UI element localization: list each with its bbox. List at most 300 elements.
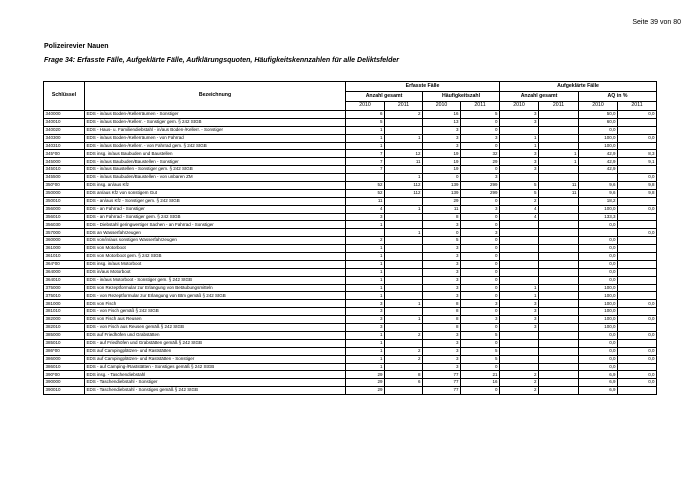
cell-bezeichnung: EDS insg. in/aus Motorboot (85, 260, 346, 268)
cell-schluessel: 356000 (44, 205, 85, 213)
cell-bezeichnung: EDS insg. in/aus Baubuden und Baustellen (85, 150, 346, 158)
table-row (44, 142, 657, 150)
cell-aufgeklaert-2011 (539, 316, 579, 324)
cell-bezeichnung: EDS in/aus Motorboot (85, 268, 346, 276)
cell-erfasst-2011 (385, 308, 423, 316)
cell-aufgeklaert-2010 (500, 347, 539, 355)
cell-aufgeklaert-2011 (539, 237, 579, 245)
cell-hz-2011: 32 (461, 150, 500, 158)
table-row (44, 197, 657, 205)
cell-aufgeklaert-2010 (500, 260, 539, 268)
cell-erfasst-2010: 1 (346, 339, 385, 347)
cell-schluessel: 361000 (44, 245, 85, 253)
cell-erfasst-2010: 29 (346, 371, 385, 379)
table-row (44, 260, 657, 268)
header-anzahl-gesamt-aufgeklaert: Anzahl gesamt (500, 92, 579, 102)
cell-schluessel: 345010 (44, 166, 85, 174)
cell-aufgeklaert-2011 (539, 134, 579, 142)
cell-erfasst-2011 (385, 387, 423, 395)
cell-aq-2011 (618, 237, 657, 245)
cell-aufgeklaert-2011 (539, 213, 579, 221)
cell-hz-2011: 0 (461, 268, 500, 276)
header-year: 2010 (346, 102, 385, 111)
cell-aq-2010: 100,0 (579, 316, 618, 324)
cell-hz-2010: 29 (423, 197, 461, 205)
cell-aq-2011 (618, 363, 657, 371)
organization-title: Polizeirevier Nauen (44, 43, 109, 50)
cell-erfasst-2010: 29 (346, 387, 385, 395)
cell-hz-2010: 3 (423, 292, 461, 300)
cell-hz-2010: 77 (423, 379, 461, 387)
cell-erfasst-2010: 1 (346, 221, 385, 229)
cell-erfasst-2011: 1 (385, 229, 423, 237)
table-row (44, 339, 657, 347)
table-row (44, 276, 657, 284)
cell-bezeichnung: EDS - von Fisch aus Reusen gemäß § 242 StGB (85, 324, 346, 332)
cell-aufgeklaert-2011 (539, 276, 579, 284)
cell-schluessel: 340010 (44, 118, 85, 126)
cell-aufgeklaert-2010 (500, 268, 539, 276)
header-year: 2011 (385, 102, 423, 111)
cell-erfasst-2011 (385, 197, 423, 205)
cell-hz-2011: 0 (461, 308, 500, 316)
cell-schluessel: 381000 (44, 300, 85, 308)
cell-hz-2010: 3 (423, 245, 461, 253)
cell-aufgeklaert-2011 (539, 300, 579, 308)
cell-hz-2010: 139 (423, 182, 461, 190)
cell-erfasst-2010: 1 (346, 276, 385, 284)
cell-aufgeklaert-2010: 3 (500, 316, 539, 324)
cell-aq-2011: 0,0 (618, 134, 657, 142)
cell-erfasst-2011 (385, 339, 423, 347)
cell-bezeichnung: EDS von Rezeptformular zur Erlangung von Betäubungsmitteln (85, 284, 346, 292)
header-year: 2010 (500, 102, 539, 111)
cell-schluessel: 385010 (44, 339, 85, 347)
cell-hz-2011: 5 (461, 347, 500, 355)
cell-hz-2011: 0 (461, 126, 500, 134)
cell-schluessel: 350*00 (44, 182, 85, 190)
cell-aufgeklaert-2011: 11 (539, 182, 579, 190)
cell-hz-2011: 0 (461, 292, 500, 300)
cell-schluessel: 375000 (44, 284, 85, 292)
cell-erfasst-2011: 2 (385, 355, 423, 363)
cell-aufgeklaert-2011 (539, 379, 579, 387)
table-row (44, 134, 657, 142)
cell-aufgeklaert-2011 (539, 118, 579, 126)
cell-aufgeklaert-2010 (500, 363, 539, 371)
cell-schluessel: 356010 (44, 213, 85, 221)
cell-erfasst-2010: 1 (346, 284, 385, 292)
cell-erfasst-2011 (385, 324, 423, 332)
cell-hz-2010: 3 (423, 276, 461, 284)
header-schluessel: Schlüssel (44, 82, 85, 111)
cell-aq-2010: 42,9 (579, 166, 618, 174)
cell-aufgeklaert-2010 (500, 174, 539, 182)
cell-schluessel: 361010 (44, 253, 85, 261)
cell-aufgeklaert-2011 (539, 284, 579, 292)
cell-erfasst-2010: 3 (346, 308, 385, 316)
cell-erfasst-2011 (385, 221, 423, 229)
cell-hz-2011: 299 (461, 182, 500, 190)
cell-aq-2010: 0,0 (579, 347, 618, 355)
cell-bezeichnung: EDS - Taschendiebstahl - Sonstiger (85, 379, 346, 387)
cell-hz-2010: 3 (423, 347, 461, 355)
cell-bezeichnung: EDS auf Friedhöfen und Grabstätten (85, 331, 346, 339)
cell-schluessel: 345*00 (44, 150, 85, 158)
cell-hz-2011: 5 (461, 331, 500, 339)
cell-hz-2010: 0 (423, 174, 461, 182)
cell-aufgeklaert-2010: 3 (500, 166, 539, 174)
cell-bezeichnung: EDS von Motorboot gem. § 242 StGB (85, 253, 346, 261)
cell-hz-2011: 3 (461, 134, 500, 142)
cell-erfasst-2010: 3 (346, 300, 385, 308)
cell-hz-2011: 0 (461, 142, 500, 150)
cell-aq-2011 (618, 324, 657, 332)
cell-schluessel: 390000 (44, 379, 85, 387)
cell-aufgeklaert-2011 (539, 197, 579, 205)
cell-aq-2010: 0,0 (579, 363, 618, 371)
cell-aq-2011 (618, 339, 657, 347)
cell-aq-2011 (618, 213, 657, 221)
cell-aq-2010: 60,0 (579, 118, 618, 126)
cell-erfasst-2011 (385, 268, 423, 276)
cell-erfasst-2011 (385, 253, 423, 261)
table-row (44, 237, 657, 245)
cell-hz-2011: 0 (461, 197, 500, 205)
table-row (44, 174, 657, 182)
cell-hz-2010: 3 (423, 355, 461, 363)
cell-erfasst-2010: 1 (346, 268, 385, 276)
cell-aq-2011 (618, 118, 657, 126)
cell-schluessel: 385000 (44, 331, 85, 339)
cell-aufgeklaert-2011 (539, 126, 579, 134)
table-row (44, 150, 657, 158)
cell-hz-2010: 8 (423, 300, 461, 308)
cell-aq-2010: 6,9 (579, 379, 618, 387)
cell-bezeichnung: EDS von Motorboot (85, 245, 346, 253)
cell-schluessel: 340310 (44, 142, 85, 150)
table-row (44, 371, 657, 379)
question-title: Frage 34: Erfasste Fälle, Aufgeklärte Fälle, Aufklärungsquoten, Häufigkeitskennzahlen für alle Deliktsfelder (44, 57, 400, 64)
cell-aq-2011 (618, 260, 657, 268)
cell-aufgeklaert-2010: 3 (500, 300, 539, 308)
cell-hz-2011: 0 (461, 166, 500, 174)
cell-aq-2011 (618, 308, 657, 316)
cell-erfasst-2011 (385, 245, 423, 253)
table-row (44, 213, 657, 221)
cell-aufgeklaert-2010: 2 (500, 371, 539, 379)
cell-aq-2010: 0,0 (579, 237, 618, 245)
cell-hz-2010: 3 (423, 142, 461, 150)
cell-bezeichnung: EDS an/aus Kfz von sonstigem Gut (85, 189, 346, 197)
cell-hz-2010: 3 (423, 253, 461, 261)
cell-bezeichnung: EDS - von Rezeptformular zur Erlangung von Btm gemäß § 242 StGB (85, 292, 346, 300)
cell-erfasst-2011 (385, 118, 423, 126)
header-aufgeklaerte-faelle: Aufgeklärte Fälle (500, 82, 657, 92)
cell-aufgeklaert-2010: 5 (500, 182, 539, 190)
cell-erfasst-2010: 11 (346, 197, 385, 205)
cell-aq-2010: 0,0 (579, 276, 618, 284)
cell-aufgeklaert-2011 (539, 142, 579, 150)
cell-erfasst-2011 (385, 260, 423, 268)
cell-schluessel: 390010 (44, 387, 85, 395)
cell-aq-2011 (618, 245, 657, 253)
cell-aufgeklaert-2011 (539, 205, 579, 213)
cell-erfasst-2010: 1 (346, 363, 385, 371)
table-row (44, 284, 657, 292)
cell-aufgeklaert-2011 (539, 363, 579, 371)
cell-hz-2011: 5 (461, 355, 500, 363)
cell-aq-2010: 6,9 (579, 371, 618, 379)
cell-schluessel: 375010 (44, 292, 85, 300)
cell-hz-2011: 5 (461, 111, 500, 119)
cell-aq-2010: 0,0 (579, 268, 618, 276)
cell-erfasst-2010 (346, 174, 385, 182)
cell-aufgeklaert-2010 (500, 221, 539, 229)
cell-aufgeklaert-2011 (539, 331, 579, 339)
cell-erfasst-2010: 52 (346, 189, 385, 197)
cell-aufgeklaert-2010: 3 (500, 308, 539, 316)
cell-aufgeklaert-2011 (539, 229, 579, 237)
cell-schluessel: 364010 (44, 276, 85, 284)
cell-aq-2010: 100,0 (579, 284, 618, 292)
cell-erfasst-2010: 2 (346, 237, 385, 245)
table-row (44, 189, 657, 197)
cell-aufgeklaert-2010: 2 (500, 387, 539, 395)
cell-hz-2010: 3 (423, 331, 461, 339)
cell-erfasst-2011 (385, 142, 423, 150)
header-haeufigkeitszahl: Häufigkeitszahl (423, 92, 500, 102)
cell-erfasst-2011: 11 (385, 158, 423, 166)
cell-bezeichnung: EDS - in/aus Boden-/Kellerräumen - Sonstiger (85, 111, 346, 119)
cell-aq-2010: 0,0 (579, 339, 618, 347)
cell-aq-2011: 0,0 (618, 111, 657, 119)
cell-aq-2010: 133,3 (579, 213, 618, 221)
cell-schluessel: 386000 (44, 355, 85, 363)
cell-aq-2011 (618, 197, 657, 205)
cell-aufgeklaert-2011 (539, 339, 579, 347)
cell-hz-2010: 8 (423, 324, 461, 332)
cell-hz-2011: 0 (461, 260, 500, 268)
cell-aufgeklaert-2011 (539, 387, 579, 395)
cell-erfasst-2010: 3 (346, 213, 385, 221)
cell-schluessel: 381010 (44, 308, 85, 316)
cell-erfasst-2010: 1 (346, 331, 385, 339)
cell-hz-2010: 19 (423, 166, 461, 174)
cell-hz-2011: 0 (461, 284, 500, 292)
cell-aufgeklaert-2011: 1 (539, 158, 579, 166)
table-row (44, 363, 657, 371)
cell-hz-2010: 3 (423, 363, 461, 371)
cell-hz-2010: 8 (423, 316, 461, 324)
cell-aufgeklaert-2010: 1 (500, 292, 539, 300)
cell-bezeichnung: EDS - an/aus Kfz - Sonstiger gem. § 242 StGB (85, 197, 346, 205)
cell-hz-2011: 0 (461, 213, 500, 221)
cell-aufgeklaert-2011 (539, 268, 579, 276)
cell-erfasst-2011 (385, 237, 423, 245)
cell-aq-2011: 0,0 (618, 331, 657, 339)
cell-schluessel: 360000 (44, 237, 85, 245)
cell-hz-2010: 0 (423, 229, 461, 237)
cell-bezeichnung: EDS - in/aus Boden-/Kellerr. - Sonstiger gem. § 242 StGB (85, 118, 346, 126)
cell-erfasst-2011 (385, 284, 423, 292)
cell-schluessel: 357000 (44, 229, 85, 237)
header-erfasste-faelle: Erfasste Fälle (346, 82, 500, 92)
table-row (44, 308, 657, 316)
header-year: 2010 (579, 102, 618, 111)
cell-bezeichnung: EDS - in/aus Boden-/Kellerräumen - von Fahrrad (85, 134, 346, 142)
cell-bezeichnung: EDS auf Campingplätzen- und Raststätten (85, 347, 346, 355)
cell-aufgeklaert-2011 (539, 324, 579, 332)
cell-schluessel: 340300 (44, 134, 85, 142)
cell-aq-2010: 100,0 (579, 205, 618, 213)
cell-erfasst-2010: 3 (346, 324, 385, 332)
cell-erfasst-2011: 2 (385, 347, 423, 355)
cell-schluessel: 350010 (44, 197, 85, 205)
cell-aq-2010: 42,9 (579, 150, 618, 158)
cell-hz-2010: 77 (423, 371, 461, 379)
cell-aq-2010: 18,2 (579, 197, 618, 205)
cell-aq-2011: 8,3 (618, 150, 657, 158)
cell-erfasst-2011: 1 (385, 300, 423, 308)
cell-hz-2010: 5 (423, 237, 461, 245)
cell-erfasst-2011 (385, 363, 423, 371)
cell-erfasst-2010: 1 (346, 253, 385, 261)
cell-bezeichnung: EDS - in/aus Motorboot - Sonstiger gem. § 242 StGB (85, 276, 346, 284)
cell-erfasst-2010 (346, 229, 385, 237)
cell-hz-2010: 3 (423, 268, 461, 276)
cell-aufgeklaert-2010: 3 (500, 150, 539, 158)
cell-aq-2011 (618, 292, 657, 300)
table-row (44, 347, 657, 355)
cell-aq-2010: 100,0 (579, 142, 618, 150)
cell-erfasst-2010: 1 (346, 126, 385, 134)
cell-hz-2011: 3 (461, 229, 500, 237)
cell-erfasst-2010: 4 (346, 205, 385, 213)
cell-schluessel: 345500 (44, 174, 85, 182)
table-row (44, 268, 657, 276)
table-row (44, 387, 657, 395)
cell-bezeichnung: EDS - in/aus Baubuden/Baustellen - Sonstiger (85, 158, 346, 166)
cell-erfasst-2011 (385, 126, 423, 134)
table-row (44, 229, 657, 237)
table-row (44, 221, 657, 229)
cell-aq-2011: 0,0 (618, 355, 657, 363)
cell-bezeichnung: EDS insg. an/aus Kfz (85, 182, 346, 190)
cell-hz-2010: 8 (423, 213, 461, 221)
cell-erfasst-2010: 1 (346, 347, 385, 355)
cell-hz-2010: 3 (423, 339, 461, 347)
cell-erfasst-2010: 7 (346, 158, 385, 166)
cell-hz-2010: 19 (423, 150, 461, 158)
cell-hz-2011: 21 (461, 371, 500, 379)
table-row (44, 324, 657, 332)
cell-aufgeklaert-2010: 1 (500, 142, 539, 150)
cell-erfasst-2010: 7 (346, 150, 385, 158)
cell-hz-2011: 0 (461, 118, 500, 126)
cell-bezeichnung: EDS auf Campingplätzen- und Raststätten - Sonstiger (85, 355, 346, 363)
cell-hz-2010: 19 (423, 158, 461, 166)
cell-hz-2011: 299 (461, 189, 500, 197)
cell-erfasst-2011: 8 (385, 371, 423, 379)
cell-aufgeklaert-2010 (500, 339, 539, 347)
cell-erfasst-2011: 1 (385, 205, 423, 213)
cell-aq-2010: 6,9 (579, 387, 618, 395)
table-row (44, 292, 657, 300)
table-row (44, 182, 657, 190)
cell-schluessel: 382010 (44, 324, 85, 332)
cell-hz-2011: 29 (461, 158, 500, 166)
cell-aufgeklaert-2011 (539, 253, 579, 261)
cell-aufgeklaert-2011 (539, 245, 579, 253)
cell-aq-2011: 0,0 (618, 379, 657, 387)
table-row (44, 118, 657, 126)
cell-aq-2011 (618, 284, 657, 292)
cell-hz-2010: 11 (423, 205, 461, 213)
cell-erfasst-2011: 1 (385, 134, 423, 142)
cell-aq-2010: 100,0 (579, 324, 618, 332)
cell-aq-2010: 0,0 (579, 245, 618, 253)
cell-aufgeklaert-2010: 1 (500, 134, 539, 142)
cell-bezeichnung: EDS - in/aus Baubuden/Baustellen - von unbaren ZM (85, 174, 346, 182)
cell-aq-2010: 100,0 (579, 308, 618, 316)
cell-erfasst-2011: 2 (385, 331, 423, 339)
cell-aufgeklaert-2010: 3 (500, 118, 539, 126)
cell-erfasst-2010: 1 (346, 142, 385, 150)
cell-bezeichnung: EDS von/in/aus sonstigen Wasserfahrzeugen (85, 237, 346, 245)
cell-schluessel: 364000 (44, 268, 85, 276)
cell-aq-2010: 100,0 (579, 292, 618, 300)
cell-aufgeklaert-2010: 2 (500, 379, 539, 387)
cell-hz-2011: 0 (461, 276, 500, 284)
cell-aq-2010: 0,0 (579, 260, 618, 268)
cell-hz-2010: 3 (423, 260, 461, 268)
cell-hz-2011: 3 (461, 316, 500, 324)
cell-erfasst-2010: 1 (346, 245, 385, 253)
cell-hz-2010: 77 (423, 387, 461, 395)
cell-erfasst-2010: 7 (346, 166, 385, 174)
cell-erfasst-2010: 52 (346, 182, 385, 190)
cell-aufgeklaert-2011 (539, 292, 579, 300)
cell-aq-2011 (618, 268, 657, 276)
cell-aufgeklaert-2011 (539, 308, 579, 316)
cell-schluessel: 390*00 (44, 371, 85, 379)
cell-bezeichnung: EDS - an Fahrrad - Sonstiger (85, 205, 346, 213)
cell-aq-2010: 0,0 (579, 221, 618, 229)
cell-aq-2010: 0,0 (579, 126, 618, 134)
cell-aq-2010: 0,0 (579, 253, 618, 261)
cell-aufgeklaert-2011 (539, 355, 579, 363)
cell-bezeichnung: EDS - von Fisch gemäß § 242 StGB (85, 308, 346, 316)
cell-hz-2010: 139 (423, 189, 461, 197)
cell-bezeichnung: EDS insg. - Taschendiebstahl (85, 371, 346, 379)
cell-hz-2010: 8 (423, 308, 461, 316)
cell-aq-2010: 100,0 (579, 300, 618, 308)
cell-erfasst-2011: 12 (385, 150, 423, 158)
cell-erfasst-2011: 6 (385, 379, 423, 387)
cell-aq-2010 (579, 229, 618, 237)
cell-erfasst-2011 (385, 166, 423, 174)
cell-aq-2011 (618, 221, 657, 229)
table-row (44, 111, 657, 119)
cell-aq-2011 (618, 253, 657, 261)
header-anzahl-gesamt: Anzahl gesamt (346, 92, 423, 102)
table-row (44, 253, 657, 261)
cell-aufgeklaert-2010 (500, 245, 539, 253)
cell-aq-2011: 0,0 (618, 347, 657, 355)
cell-erfasst-2010: 1 (346, 292, 385, 300)
cell-aufgeklaert-2011 (539, 166, 579, 174)
